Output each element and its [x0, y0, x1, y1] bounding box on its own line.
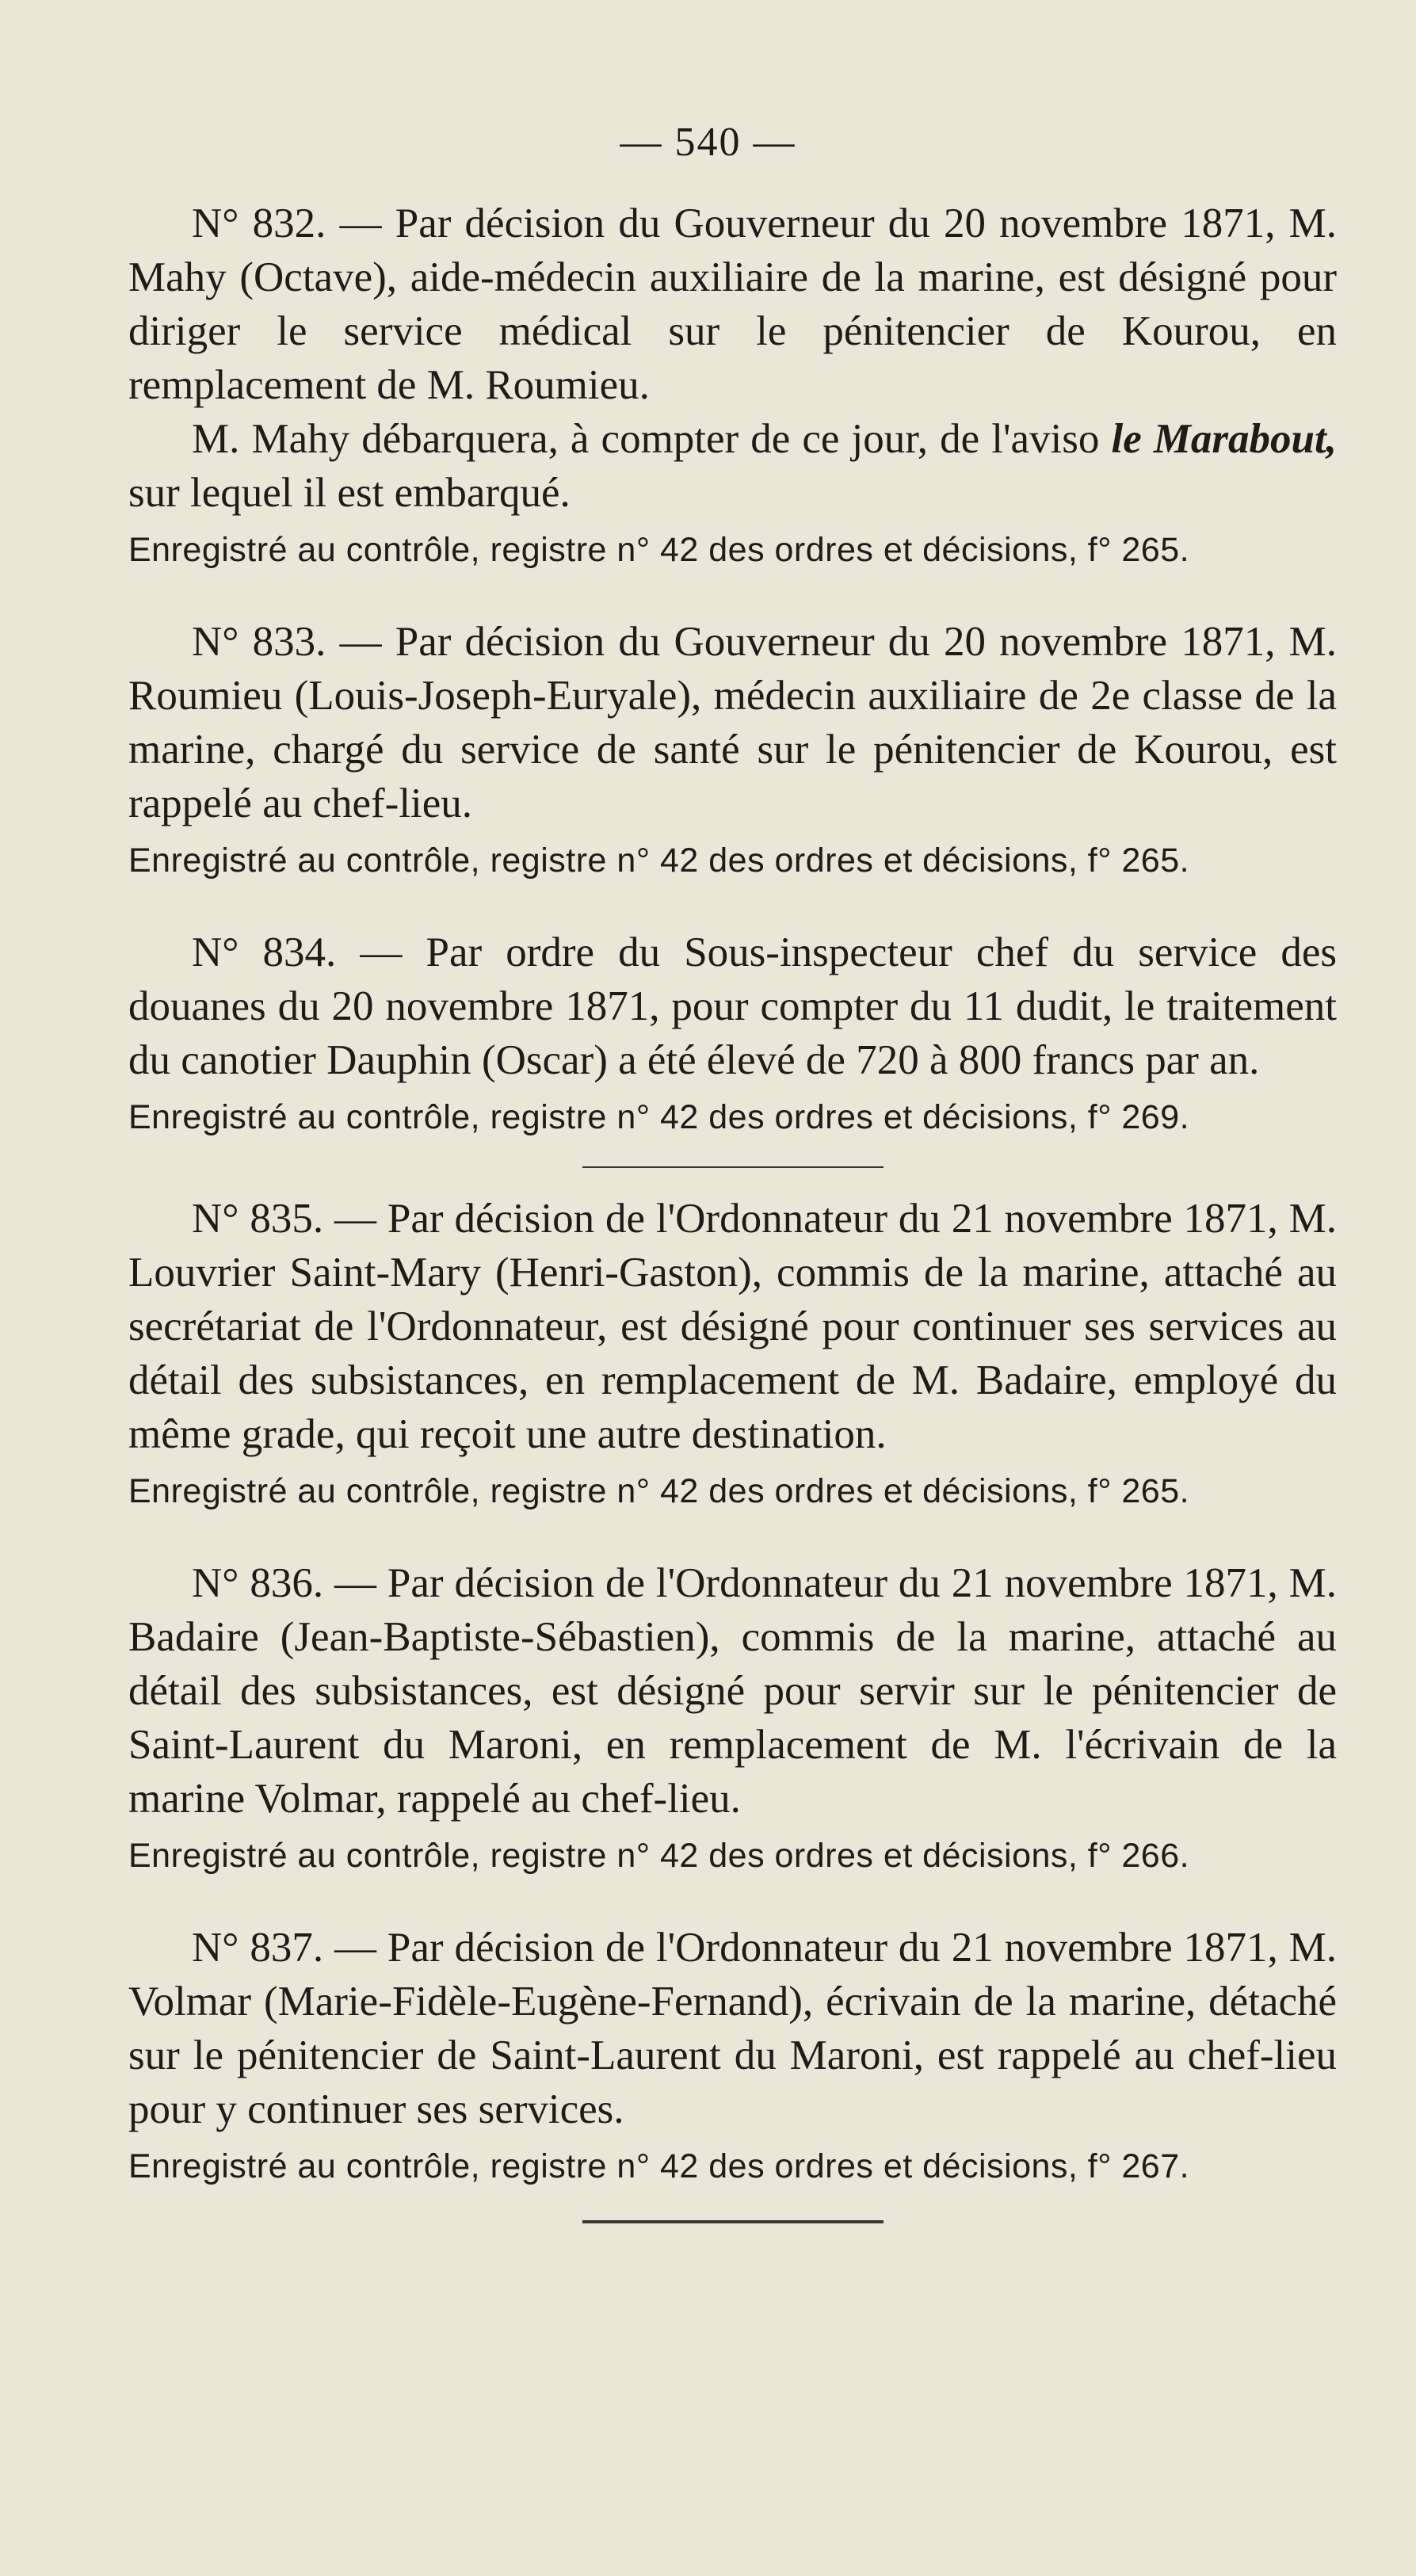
registration-line: Enregistré au contrôle, registre n° 42 des ordres et décisions, f° 267. [128, 2147, 1190, 2185]
end-divider [582, 2220, 884, 2223]
entry-text: — Par décision de l'Ordonnateur du 21 novembre 1871, M. Volmar (Marie-Fidèle-Eugène-Fernand), écrivain de la marine, détaché sur le pénitencier de Saint-Laurent du Maroni, est rappelé au chef-lieu pour y continuer ses services. [128, 1925, 1337, 2132]
entry-number: N° 836. [192, 1560, 324, 1606]
registration-line: Enregistré au contrôle, registre n° 42 des ordres et décisions, f° 269. [128, 1098, 1190, 1136]
entry-text: — Par ordre du Sous-inspecteur chef du service des douanes du 20 novembre 1871, pour compter du 11 dudit, le traitement du canotier Dauphin (Oscar) a été élevé de 720 à 800 francs par an. [128, 929, 1337, 1083]
page-number: — 540 — [620, 120, 796, 165]
entry-835 [128, 1192, 1337, 1517]
registration-line: Enregistré au contrôle, registre n° 42 des ordres et décisions, f° 266. [128, 1837, 1190, 1875]
section-divider [582, 1166, 884, 1168]
entry-number: N° 832. [192, 200, 326, 246]
entry-number: N° 835. [192, 1196, 324, 1242]
entry-833 [128, 615, 1337, 886]
entry-text-end: sur lequel il est embarqué. [128, 470, 571, 516]
document-body [128, 197, 1337, 2247]
entry-837 [128, 1921, 1337, 2192]
entry-number: N° 833. [192, 619, 326, 665]
entry-text: — Par décision de l'Ordonnateur du 21 novembre 1871, M. Louvrier Saint-Mary (Henri-Gaston), commis de la marine, attaché au secrétariat de l'Ordonnateur, est désigné pour continuer ses services au détail des subsistances, en remplacement de M. Badaire, employé du même grade, qui reçoit une autre destination. [128, 1196, 1337, 1457]
registration-line: Enregistré au contrôle, registre n° 42 des ordres et décisions, f° 265. [128, 531, 1190, 569]
entry-text: — Par décision de l'Ordonnateur du 21 novembre 1871, M. Badaire (Jean-Baptiste-Sébastien), commis de la marine, attaché au détail des subsistances, est désigné pour servir sur le pénitencier de Saint-Laurent du Maroni, en remplacement de M. l'écrivain de la marine Volmar, rappelé au chef-lieu. [128, 1560, 1337, 1822]
entry-number: N° 837. [192, 1925, 324, 1971]
registration-line: Enregistré au contrôle, registre n° 42 des ordres et décisions, f° 265. [128, 841, 1190, 880]
entry-836 [128, 1556, 1337, 1881]
entry-number: N° 834. [192, 929, 337, 975]
registration-line: Enregistré au contrôle, registre n° 42 des ordres et décisions, f° 265. [128, 1472, 1190, 1510]
entry-text: — Par décision du Gouverneur du 20 novembre 1871, M. Mahy (Octave), aide-médecin auxiliaire de la marine, est désigné pour diriger le service médical sur le pénitencier de Kourou, en remplacement de M. Roumieu. [128, 200, 1337, 408]
ship-name: le Marabout, [1111, 416, 1338, 462]
entry-text-continued: M. Mahy débarquera, à compter de ce jour, de l'aviso [192, 416, 1112, 462]
entry-text: — Par décision du Gouverneur du 20 novembre 1871, M. Roumieu (Louis-Joseph-Euryale), médecin auxiliaire de 2e classe de la marine, chargé du service de santé sur le pénitencier de Kourou, est rappelé au chef-lieu. [128, 619, 1337, 826]
entry-834 [128, 925, 1337, 1143]
entry-832 [128, 197, 1337, 575]
